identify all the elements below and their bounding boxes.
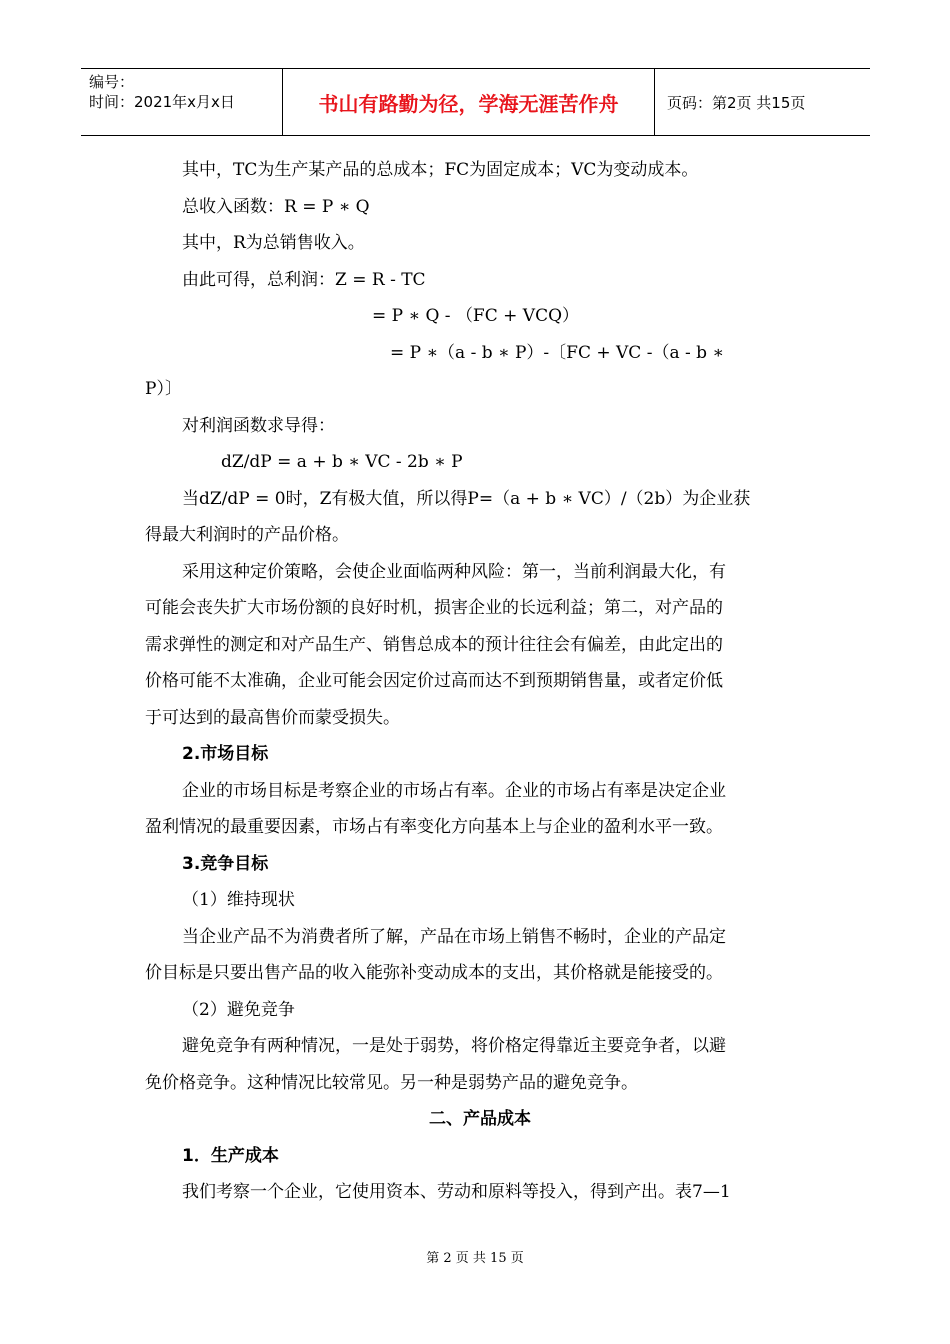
paragraph-line: 企业的市场目标是考察企业的市场占有率。企业的市场占有率是决定企业 [182,780,726,801]
header-page-info: 页码：第2页 共15页 [667,93,806,112]
paragraph-line: 由此可得，总利润：Z = R - TC [182,269,426,290]
paragraph-line: 采用这种定价策略，会使企业面临两种风险：第一，当前利润最大化，有 [182,561,726,582]
paragraph-line: 盈利情况的最重要因素，市场占有率变化方向基本上与企业的盈利水平一致。 [145,817,723,837]
equation-line: = P ∗ Q - （FC + VCQ） [372,306,580,326]
equation-line: = P ∗（a - b ∗ P）-〔FC + VC -（a - b ∗ [390,342,724,363]
section-heading: 3.竞争目标 [182,853,269,874]
paragraph-line: 价目标是只要出售产品的收入能弥补变动成本的支出，其价格就是能接受的。 [145,963,723,983]
paragraph-line: 其中，R为总销售收入。 [182,233,365,253]
paragraph-line: 需求弹性的测定和对产品生产、销售总成本的预计往往会有偏差，由此定出的 [145,634,723,655]
subsection-heading: （1）维持现状 [182,890,295,910]
paragraph-line: 可能会丧失扩大市场份额的良好时机，损害企业的长远利益；第二，对产品的 [145,598,723,618]
paragraph-line: 当dZ/dP = 0时，Z有极大值，所以得P=（a + b ∗ VC）/（2b）为企业获 [182,488,751,509]
chapter-heading: 二、产品成本 [429,1109,531,1129]
paragraph-line: 当企业产品不为消费者所了解，产品在市场上销售不畅时，企业的产品定 [182,926,726,947]
header-meta [81,69,283,135]
equation-line: P）〕 [145,379,182,399]
paragraph-line: 得最大利润时的产品价格。 [145,525,349,545]
paragraph-line: 总收入函数：R = P ∗ Q [182,196,370,217]
document-body [145,152,815,1211]
header-motto: 书山有路勤为径，学海无涯苦作舟 [283,69,655,135]
header-id-label: 编号： [89,73,135,91]
page-header [81,68,870,136]
header-date-label: 时间：2021年x月x日 [89,93,235,111]
paragraph-line: 对利润函数求导得： [182,415,335,436]
page-footer: 第 2 页 共 15 页 [426,1251,524,1266]
section-heading: 1．生产成本 [182,1145,279,1166]
paragraph-line: 价格可能不太准确，企业可能会因定价过高而达不到预期销售量，或者定价低 [145,671,723,691]
paragraph-line: 于可达到的最高售价而蒙受损失。 [145,707,400,728]
paragraph-line: 我们考察一个企业，它使用资本、劳动和原料等投入，得到产出。表7—1 [182,1182,731,1202]
equation-line: dZ/dP = a + b ∗ VC - 2b ∗ P [221,452,463,472]
subsection-heading: （2）避免竞争 [182,999,295,1020]
paragraph-line: 避免竞争有两种情况，一是处于弱势，将价格定得靠近主要竞争者，以避 [182,1036,726,1056]
section-heading: 2.市场目标 [182,744,269,764]
paragraph-line: 免价格竞争。这种情况比较常见。另一种是弱势产品的避免竞争。 [145,1072,638,1093]
paragraph-line: 其中，TC为生产某产品的总成本；FC为固定成本；VC为变动成本。 [182,160,699,180]
